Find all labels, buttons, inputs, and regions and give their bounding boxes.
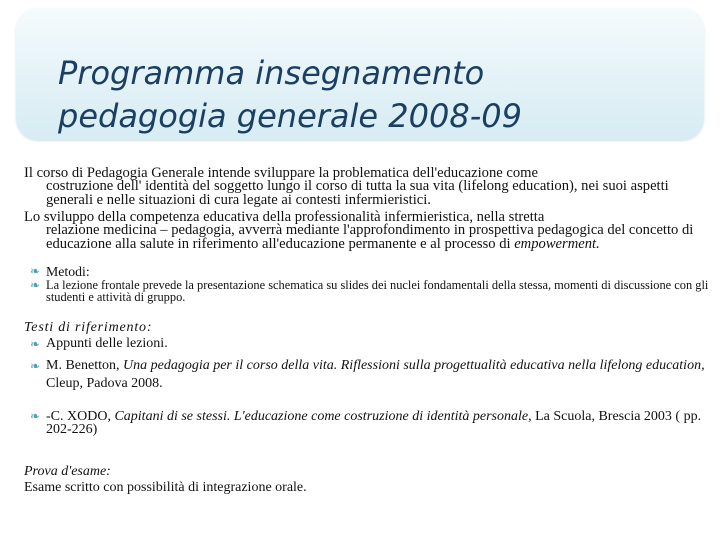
reference-author: M. Benetton, (46, 358, 123, 373)
metodi-description: La lezione frontale prevede la presentazione schematica su slides dei nuclei fondamentali della stessa, momenti di discussione con gli studenti e attività di gruppo. (46, 278, 709, 304)
intro-p2-first-line: Lo sviluppo della competenza educativa della professionalità infermieristica, nella stretta (24, 209, 545, 225)
empowerment-term: empowerment. (514, 235, 600, 252)
reference-text: Appunti delle lezioni. (46, 336, 168, 351)
reference-title: Una pedagogia per il corso della vita. Riflessioni sulla progettualità educativa nella lifelong education, (123, 358, 705, 373)
reference-author: -C. XODO, (46, 409, 115, 424)
intro-paragraph-1 (24, 167, 694, 207)
intro-paragraph-2 (24, 211, 694, 251)
slide-title (58, 52, 678, 138)
reference-item (28, 410, 710, 436)
references-heading: Testi di riferimento: (24, 320, 153, 335)
exam-description: Esame scritto con possibilità di integrazione orale. (24, 480, 307, 495)
reference-publisher: , La Scuola, Brescia 2003 ( pp. 202-226) (46, 409, 702, 437)
title-line-2: pedagogia generale 2008-09 (58, 97, 522, 135)
reference-item (28, 335, 710, 353)
title-line-1: Programma insegnamento (58, 54, 485, 92)
scroll-bullet-icon: ❧ (29, 409, 41, 423)
reference-title: Capitani di se stessi. L'educazione come costruzione di identità personale (114, 409, 529, 424)
intro-p1-continuation: costruzione dell' identità del soggetto lungo il corso di tutta la sua vita (lifelong education), nei suoi aspetti generali e nelle situazioni di cura legate ai contesti infermieristici. (46, 178, 669, 208)
metodi-label: Metodi: (46, 264, 90, 279)
scroll-bullet-icon: ❧ (29, 278, 41, 292)
reference-publisher: Cleup, Padova 2008. (46, 376, 163, 391)
intro-p2-text: relazione medicina – pedagogia, avverrà mediante l'approfondimento in prospettiva pedagogica del concetto di educazione alla salute in riferimento all'educazione permanente e al processo di (46, 222, 694, 252)
intro-p2-continuation (24, 224, 694, 251)
metodi-item (28, 265, 710, 278)
exam-heading: Prova d'esame: (24, 464, 111, 479)
intro-p1-first-line: Il corso di Pedagogia Generale intende sviluppare la problematica dell'educazione come (24, 165, 539, 181)
scroll-bullet-icon: ❧ (29, 359, 41, 373)
reference-item (28, 357, 710, 393)
metodi-description-item (28, 280, 710, 303)
scroll-bullet-icon: ❧ (29, 337, 41, 351)
scroll-bullet-icon: ❧ (29, 264, 41, 278)
